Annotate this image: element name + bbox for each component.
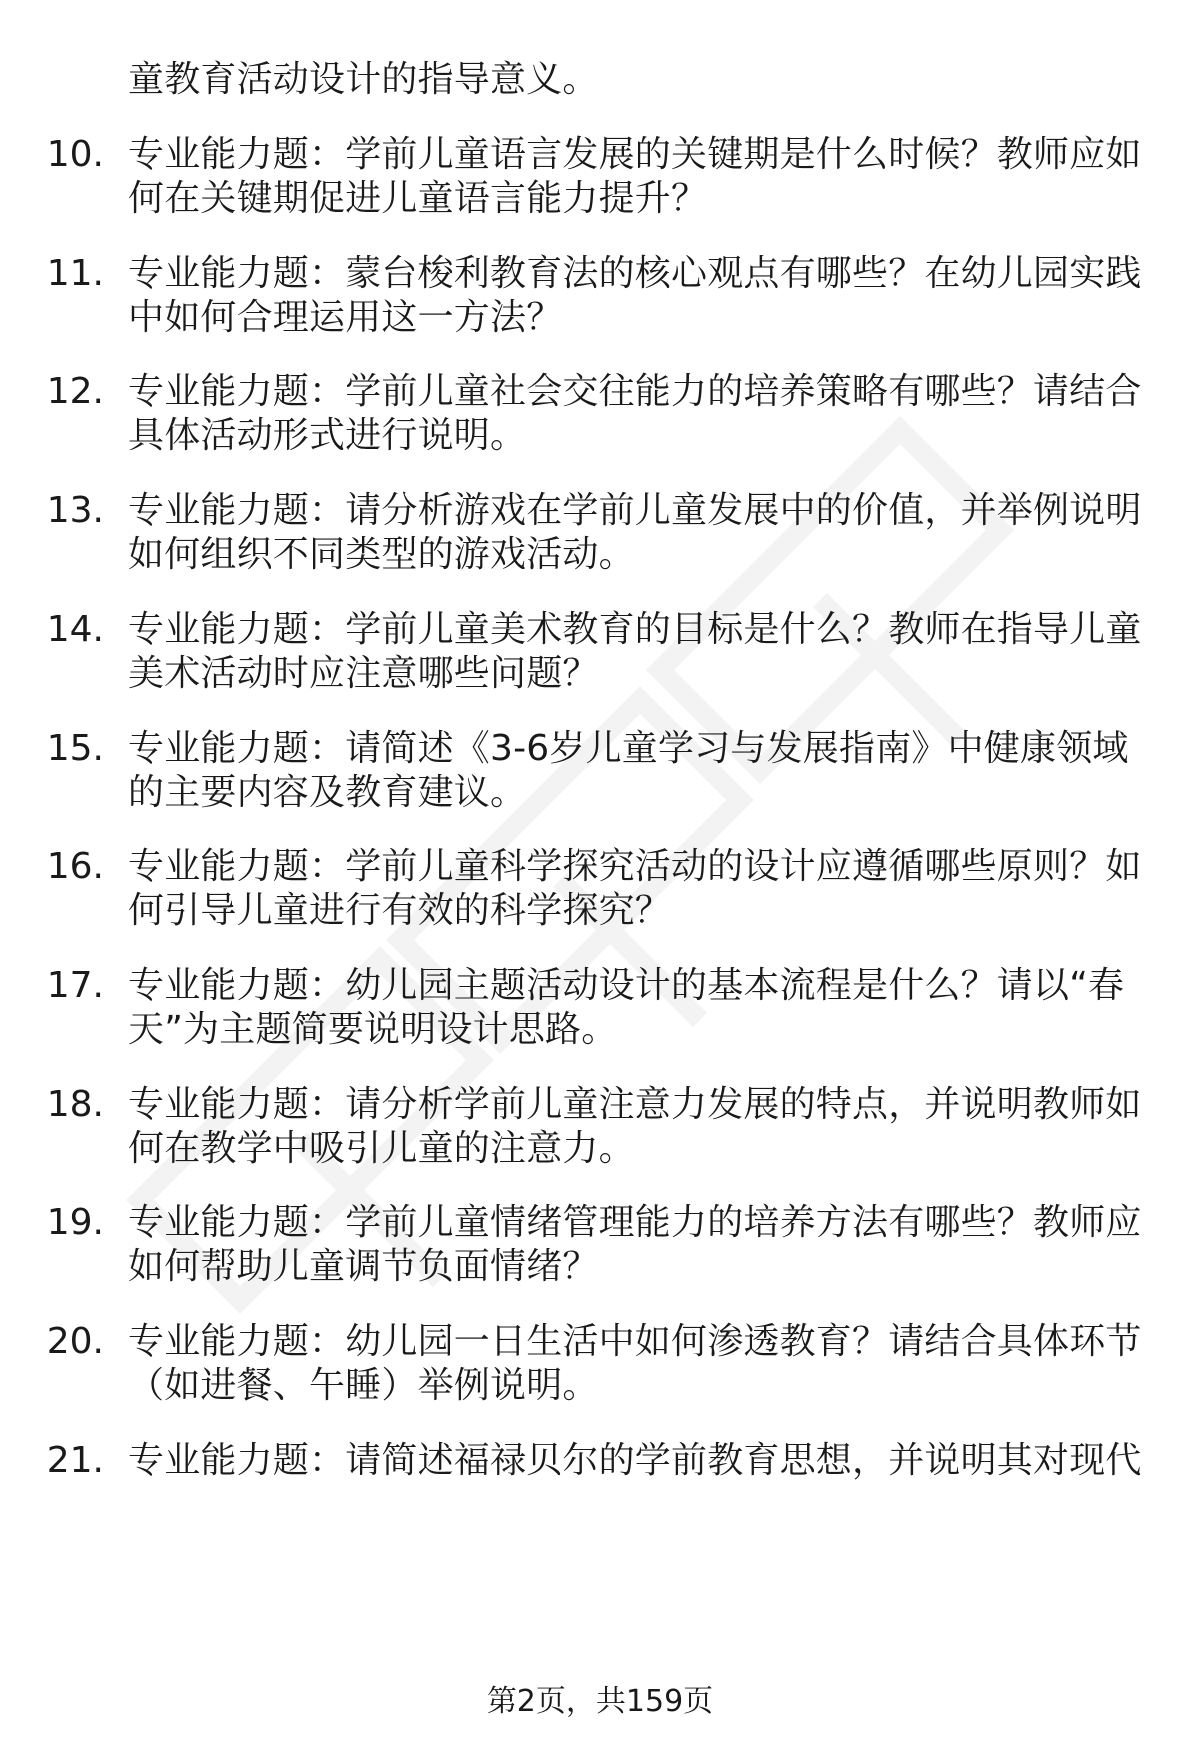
item-number: 13. — [46, 490, 104, 532]
item-text-line: 专业能力题：请分析游戏在学前儿童发展中的价值，并举例说明 — [128, 490, 1142, 532]
item-text-line: 何引导儿童进行有效的科学探究？ — [128, 890, 672, 932]
item-text-line: 如何帮助儿童调节负面情绪？ — [128, 1246, 599, 1288]
item-text-line: 具体活动形式进行说明。 — [128, 415, 527, 457]
continuation-line: 童教育活动设计的指导意义。 — [128, 59, 599, 100]
item-text-line: 专业能力题：幼儿园一日生活中如何渗透教育？请结合具体环节 — [128, 1321, 1142, 1362]
item-text-line: 何在教学中吸引儿童的注意力。 — [128, 1127, 635, 1169]
item-number: 19. — [46, 1202, 104, 1244]
item-number: 10. — [46, 134, 104, 175]
item-text-line: 何在关键期促进儿童语言能力提升？ — [128, 178, 708, 219]
item-text-line: 如何组织不同类型的游戏活动。 — [128, 534, 635, 576]
item-text-line: 专业能力题：请分析学前儿童注意力发展的特点，并说明教师如 — [128, 1083, 1142, 1125]
item-text-line: （如进餐、午睡）举例说明。 — [128, 1365, 599, 1406]
item-text-line: 专业能力题：学前儿童美术教育的目标是什么？教师在指导儿童 — [128, 608, 1142, 650]
item-text-line: 天”为主题简要说明设计思路。 — [128, 1008, 618, 1050]
item-text-line: 专业能力题：蒙台梭利教育法的核心观点有哪些？在幼儿园实践 — [128, 252, 1142, 294]
item-text-line: 专业能力题：学前儿童科学探究活动的设计应遵循哪些原则？如 — [128, 846, 1142, 888]
item-number: 15. — [46, 727, 104, 769]
item-text-line: 专业能力题：学前儿童社会交往能力的培养策略有哪些？请结合 — [128, 371, 1142, 413]
item-text-line: 专业能力题：学前儿童情绪管理能力的培养方法有哪些？教师应 — [128, 1202, 1142, 1244]
item-number: 16. — [46, 846, 104, 888]
item-number: 20. — [46, 1321, 104, 1362]
item-number: 17. — [46, 964, 104, 1006]
item-text-line: 专业能力题：请简述《3-6岁儿童学习与发展指南》中健康领域 — [128, 727, 1129, 769]
item-number: 14. — [46, 608, 104, 650]
item-number: 12. — [46, 371, 104, 413]
page-footer: 第2页，共159页 — [486, 1684, 714, 1719]
item-number: 18. — [46, 1083, 104, 1125]
item-number: 11. — [46, 252, 104, 294]
item-number: 21. — [46, 1439, 104, 1481]
item-text-line: 美术活动时应注意哪些问题？ — [128, 652, 599, 694]
item-text-line: 专业能力题：学前儿童语言发展的关键期是什么时候？教师应如 — [128, 134, 1142, 175]
item-text-line: 中如何合理运用这一方法？ — [128, 296, 563, 338]
item-text-line: 专业能力题：请简述福禄贝尔的学前教育思想，并说明其对现代 — [128, 1439, 1142, 1481]
item-text-line: 专业能力题：幼儿园主题活动设计的基本流程是什么？请以“春 — [128, 964, 1125, 1006]
item-text-line: 的主要内容及教育建议。 — [128, 771, 527, 813]
